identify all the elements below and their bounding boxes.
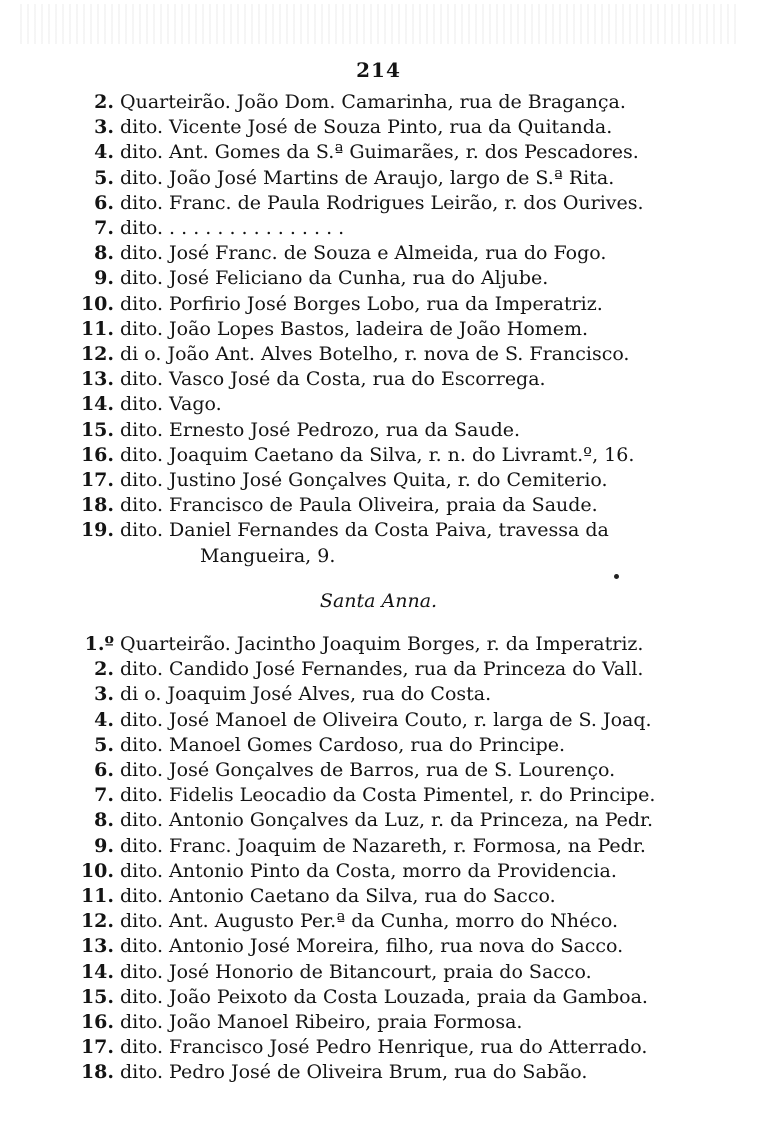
- list-item: [60, 493, 690, 518]
- entry-text: dito. José Franc. de Souza e Almeida, rua do Fogo.: [120, 242, 607, 265]
- entry-text: dito. Ant. Gomes da S.ª Guimarães, r. dos Pescadores.: [120, 141, 639, 164]
- entry-text: dito. Fidelis Leocadio da Costa Pimentel, r. do Principe.: [120, 784, 656, 807]
- entry-number: 6.: [94, 759, 114, 782]
- entry-text: Quarteirão. Jacintho Joaquim Borges, r. da Imperatriz.: [120, 633, 644, 655]
- list-item: [60, 342, 690, 367]
- section1-list: [60, 90, 690, 569]
- entry-text: Quarteirão. João Dom. Camarinha, rua de Bragança.: [120, 91, 626, 113]
- entry-number: 17.: [80, 1036, 114, 1059]
- list-item: [60, 960, 690, 985]
- list-item: [60, 90, 690, 115]
- list-item: [60, 884, 690, 909]
- entry-number: 7.: [94, 217, 114, 240]
- entry-number: 7.: [94, 784, 114, 807]
- list-item: [60, 708, 690, 733]
- entry-text: dito. José Manoel de Oliveira Couto, r. larga de S. Joaq.: [120, 708, 652, 731]
- entry-text: dito. José Honorio de Bitancourt, praia do Sacco.: [120, 960, 592, 983]
- entry-text: dito. João Manoel Ribeiro, praia Formosa.: [120, 1011, 523, 1034]
- list-item: [60, 241, 690, 266]
- list-item: [60, 909, 690, 934]
- list-item: [60, 317, 690, 342]
- entry-text: dito. Antonio Gonçalves da Luz, r. da Princeza, na Pedr.: [120, 809, 654, 832]
- entry-number: 16.: [80, 443, 114, 466]
- entry-number: 6.: [94, 191, 114, 214]
- list-item: [60, 834, 690, 859]
- entry-text: dito. João Peixoto da Costa Louzada, praia da Gamboa.: [120, 985, 648, 1008]
- entry-text: dito. Antonio Pinto da Costa, morro da Providencia.: [120, 859, 617, 882]
- entry-number: 8.: [94, 809, 114, 832]
- entry-text: dito. Pedro José de Oliveira Brum, rua do Sabão.: [120, 1061, 588, 1084]
- list-item: [60, 682, 690, 707]
- entry-text: dito. Ernesto José Pedrozo, rua da Saude.: [120, 418, 521, 441]
- entry-text: dito. Candido José Fernandes, rua da Princeza do Vall.: [120, 658, 644, 681]
- entry-number: 17.: [80, 469, 114, 492]
- entry-number: 5.: [94, 166, 114, 189]
- entry-text: dito. Justino José Gonçalves Quita, r. do Cemiterio.: [120, 469, 608, 492]
- list-item: [60, 985, 690, 1010]
- list-item: [60, 216, 690, 241]
- list-item: [60, 632, 690, 657]
- entry-text: dito. Francisco José Pedro Henrique, rua do Atterrado.: [120, 1036, 648, 1059]
- list-item: [60, 367, 690, 392]
- entry-number: 13.: [80, 368, 114, 391]
- entry-text: dito. Franc. Joaquim de Nazareth, r. Formosa, na Pedr.: [120, 834, 646, 857]
- entry-number: 9.: [94, 267, 114, 290]
- entry-number: 19.: [80, 519, 114, 542]
- list-item: [60, 1010, 690, 1035]
- entry-text: di o. João Ant. Alves Botelho, r. nova de S. Francisco.: [120, 343, 630, 366]
- list-item: [60, 443, 690, 468]
- entry-number: 12.: [80, 343, 114, 366]
- entry-number: 18.: [80, 1061, 114, 1084]
- entry-number: 14.: [80, 960, 114, 983]
- bleed-through-texture: [20, 4, 740, 44]
- list-item: [60, 392, 690, 417]
- entry-text: dito. João Lopes Bastos, ladeira de João Homem.: [120, 317, 589, 340]
- entry-number: 8.: [94, 242, 114, 265]
- entry-number: 18.: [80, 494, 114, 517]
- list-item: [60, 934, 690, 959]
- list-item: [60, 140, 690, 165]
- entry-number: 1.º: [84, 633, 114, 655]
- entry-number: 11.: [80, 885, 114, 908]
- list-item: [60, 418, 690, 443]
- list-item: [60, 292, 690, 317]
- entry-number: 14.: [80, 393, 114, 416]
- section2-list: [60, 632, 690, 1086]
- entry-number: 4.: [94, 708, 114, 731]
- section-heading-santa-anna: Santa Anna.: [319, 590, 438, 612]
- list-item: [60, 468, 690, 493]
- entry-number: 4.: [94, 141, 114, 164]
- entry-number: 16.: [80, 1011, 114, 1034]
- entry-number: 11.: [80, 317, 114, 340]
- list-item: [60, 1035, 690, 1060]
- entry-number: 2.: [94, 91, 114, 113]
- entry-number: 15.: [80, 985, 114, 1008]
- list-item: [60, 733, 690, 758]
- entry-text: dito. José Feliciano da Cunha, rua do Aljube.: [120, 267, 549, 290]
- page-number: 214: [356, 58, 401, 82]
- entry-text: dito. Vasco José da Costa, rua do Escorrega.: [120, 368, 546, 391]
- list-item: [60, 166, 690, 191]
- list-item: [60, 808, 690, 833]
- entry-text: dito. Franc. de Paula Rodrigues Leirão, r. dos Ourives.: [120, 191, 644, 214]
- list-item: [60, 758, 690, 783]
- entry-text: dito. Joaquim Caetano da Silva, r. n. do Livramt.º, 16.: [120, 443, 635, 466]
- ink-speck: [614, 574, 619, 579]
- entry-text: dito. Vicente José de Souza Pinto, rua da Quitanda.: [120, 116, 613, 139]
- list-item: [60, 266, 690, 291]
- entry-number: 15.: [80, 418, 114, 441]
- entry-text: di o. Joaquim José Alves, rua do Costa.: [120, 683, 492, 706]
- entry-number: 12.: [80, 910, 114, 933]
- entry-number: 9.: [94, 834, 114, 857]
- entry-number: 5.: [94, 733, 114, 756]
- entry-text: dito. João José Martins de Araujo, largo de S.ª Rita.: [120, 166, 615, 189]
- list-item: [60, 783, 690, 808]
- list-item: [60, 859, 690, 884]
- list-item: [60, 518, 690, 568]
- entry-text: dito. Vago.: [120, 393, 222, 416]
- list-item: [60, 657, 690, 682]
- entry-text: dito. Daniel Fernandes da Costa Paiva, travessa da: [120, 519, 609, 542]
- entry-text: dito. Manoel Gomes Cardoso, rua do Principe.: [120, 733, 566, 756]
- entry-number: 10.: [80, 292, 114, 315]
- entry-number: 13.: [80, 935, 114, 958]
- list-item: [60, 191, 690, 216]
- list-item: [60, 1060, 690, 1085]
- entry-number: 2.: [94, 658, 114, 681]
- list-item: [60, 115, 690, 140]
- entry-text: dito. José Gonçalves de Barros, rua de S. Lourenço.: [120, 759, 616, 782]
- entry-number: 3.: [94, 683, 114, 706]
- entry-text: dito. Francisco de Paula Oliveira, praia da Saude.: [120, 494, 598, 517]
- entry-continuation: Mangueira, 9.: [200, 544, 336, 567]
- entry-number: 10.: [80, 859, 114, 882]
- entry-text: dito. Antonio José Moreira, filho, rua nova do Sacco.: [120, 935, 624, 958]
- entry-text: dito. Ant. Augusto Per.ª da Cunha, morro do Nhéco.: [120, 910, 619, 933]
- entry-number: 3.: [94, 116, 114, 139]
- entry-text: dito. Porfirio José Borges Lobo, rua da Imperatriz.: [120, 292, 603, 315]
- entry-text: dito. Antonio Caetano da Silva, rua do Sacco.: [120, 885, 556, 908]
- entry-text: dito. . . . . . . . . . . . . . . .: [120, 217, 345, 240]
